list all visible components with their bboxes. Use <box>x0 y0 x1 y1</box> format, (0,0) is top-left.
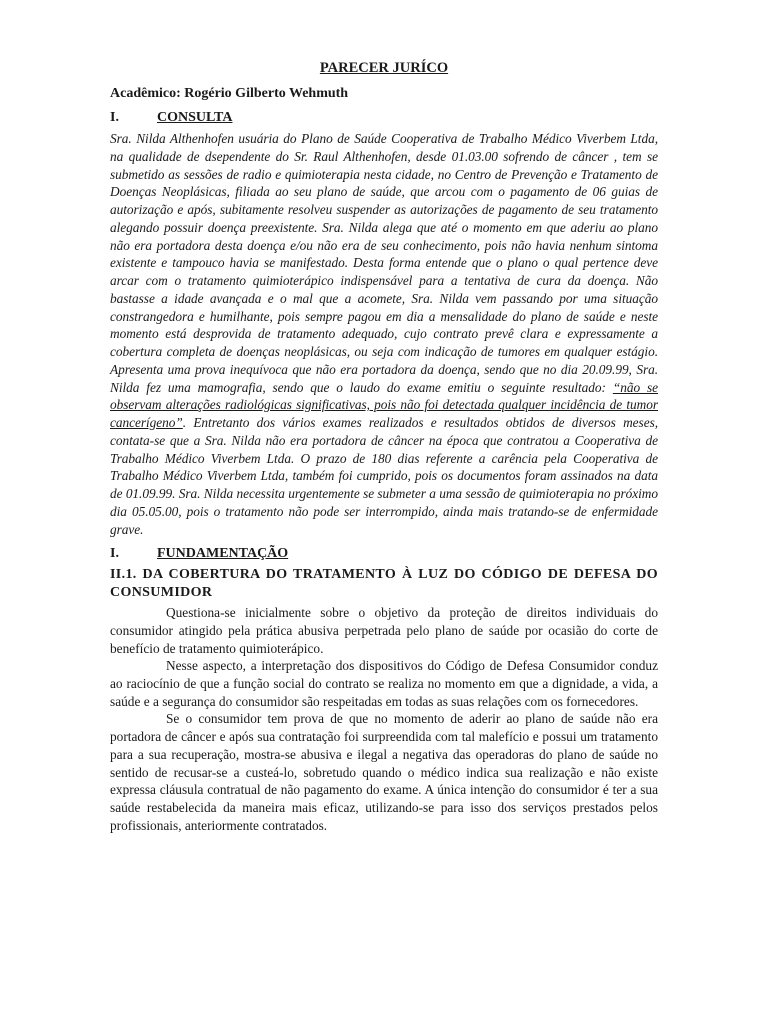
body-paragraph: Questiona-se inicialmente sobre o objetivo da proteção de direitos individuais do consumidor atingido pela prática abusiva perpetrada pelo plano de saúde por ocasião do corte de benefício de tratamento quimioterápico. <box>110 605 658 656</box>
section-number: I. <box>110 546 119 562</box>
section-label: CONSULTA <box>157 110 233 125</box>
section-label: FUNDAMENTAÇÃO <box>157 546 289 562</box>
subsection-heading: II.1. DA COBERTURA DO TRATAMENTO À LUZ DO CÓDIGO DE DEFESA DO CONSUMIDOR <box>110 567 658 601</box>
body-paragraph: Se o consumidor tem prova de que no momento de aderir ao plano de saúde não era portadora de câncer e após sua contratação foi surpreendida com tal malefício e possui um tratamento para a sua recuperação, mostra-se abusiva e ilegal a negativa das operadoras do plano de saúde no sentido de recusar-se a custeá-lo, sobretudo quando o médico indica sua realização e não existe expressa cláusula contratual de não pagamento do exame. A única intenção do consumidor é ter a sua saúde restabelecida da maneira mais eficaz, utilizando-se para isso dos serviços prestados pelos profissionais, anteriormente contratados. <box>110 711 658 833</box>
consulta-text-continued: . Entretanto dos vários exames realizados e resultados obtidos de diversos meses, contata-se que a Sra. Nilda não era portadora de câncer na época que contratou a Cooperativa de Trabalho Médico Viverbem Ltda. O prazo de 180 dias referente a carência pela Cooperativa de Trabalho Médico Viverbem Ltda, também foi cumprido, pois os documentos foram assinados na data de 01.09.99. Sra. Nilda necessita urgentemente se submeter a uma sessão de quimioterapia no próximo dia 05.05.00, pois o tratamento não pode ser interrompido, ainda mais tratando-se de enfermidade grave. <box>110 415 658 537</box>
section-number: I. <box>110 110 119 125</box>
consulta-text: Sra. Nilda Althenhofen usuária do Plano de Saúde Cooperativa de Trabalho Médico Viverbem Ltda, na qualidade de dsependente do Sr. Raul Althenhofen, desde 01.03.00 sofrendo de câncer , tem se submetido as sessões de radio e quimioterapia nesta cidade, no Centro de Prevenção e Tratamento de Doenças Neoplásicas, filiada ao seu plano de saúde, que arcou com o pagamento de 06 guias de autorização e após, subitamente resolveu suspender as autorizações de pagamento de seu tratamento alegando possuir doença preexistente. Sra. Nilda alega que até o momento em que aderiu ao plano não era portadora desta doença e/ou não era de seu conhecimento, pois não havia nenhum sintoma existente e tampouco havia se manifestado. Desta forma entende que o plano o qual pertence deve arcar com o tratamento quimioterápico indispensável para a tentativa de cura da doença. Não bastasse a idade avançada e o mal que a acomete, Sra. Nilda vem passando por uma situação constrangedora e humilhante, pois sempre pagou em dia a mensalidade do plano de saúde e neste momento está desprovida de tratamento adequado, cujo contrato prevê clara e expressamente a cobertura completa de doenças neoplásicas, ou seja com indicação de tumores em qualquer estágio. Apresenta uma prova inequívoca que não era portadora da doença, sendo que no dia 20.09.99, Sra. Nilda fez uma mamografia, sendo que o laudo do exame emitiu o seguinte resultado: <box>110 131 658 395</box>
author-line: Acadêmico: Rogério Gilberto Wehmuth <box>110 86 349 101</box>
exam-result-quote: “não se observam alterações radiológicas significativas, pois não foi detectada qualquer incidência de tumor cancerígeno” <box>110 379 658 430</box>
section-heading-consulta <box>110 108 658 128</box>
document-content <box>110 58 658 834</box>
consulta-paragraph <box>110 130 658 538</box>
body-paragraph: Nesse aspecto, a interpretação dos dispositivos do Código de Defesa Consumidor conduz ao raciocínio de que a função social do contrato se realiza no momento em que a dignidade, a vida, a saúde e a segurança do consumidor são respeitadas em todas as suas relações com os fornecedores. <box>110 658 658 709</box>
section-heading-fundamentacao <box>110 544 658 564</box>
document-title: PARECER JURÍCO <box>319 60 449 76</box>
